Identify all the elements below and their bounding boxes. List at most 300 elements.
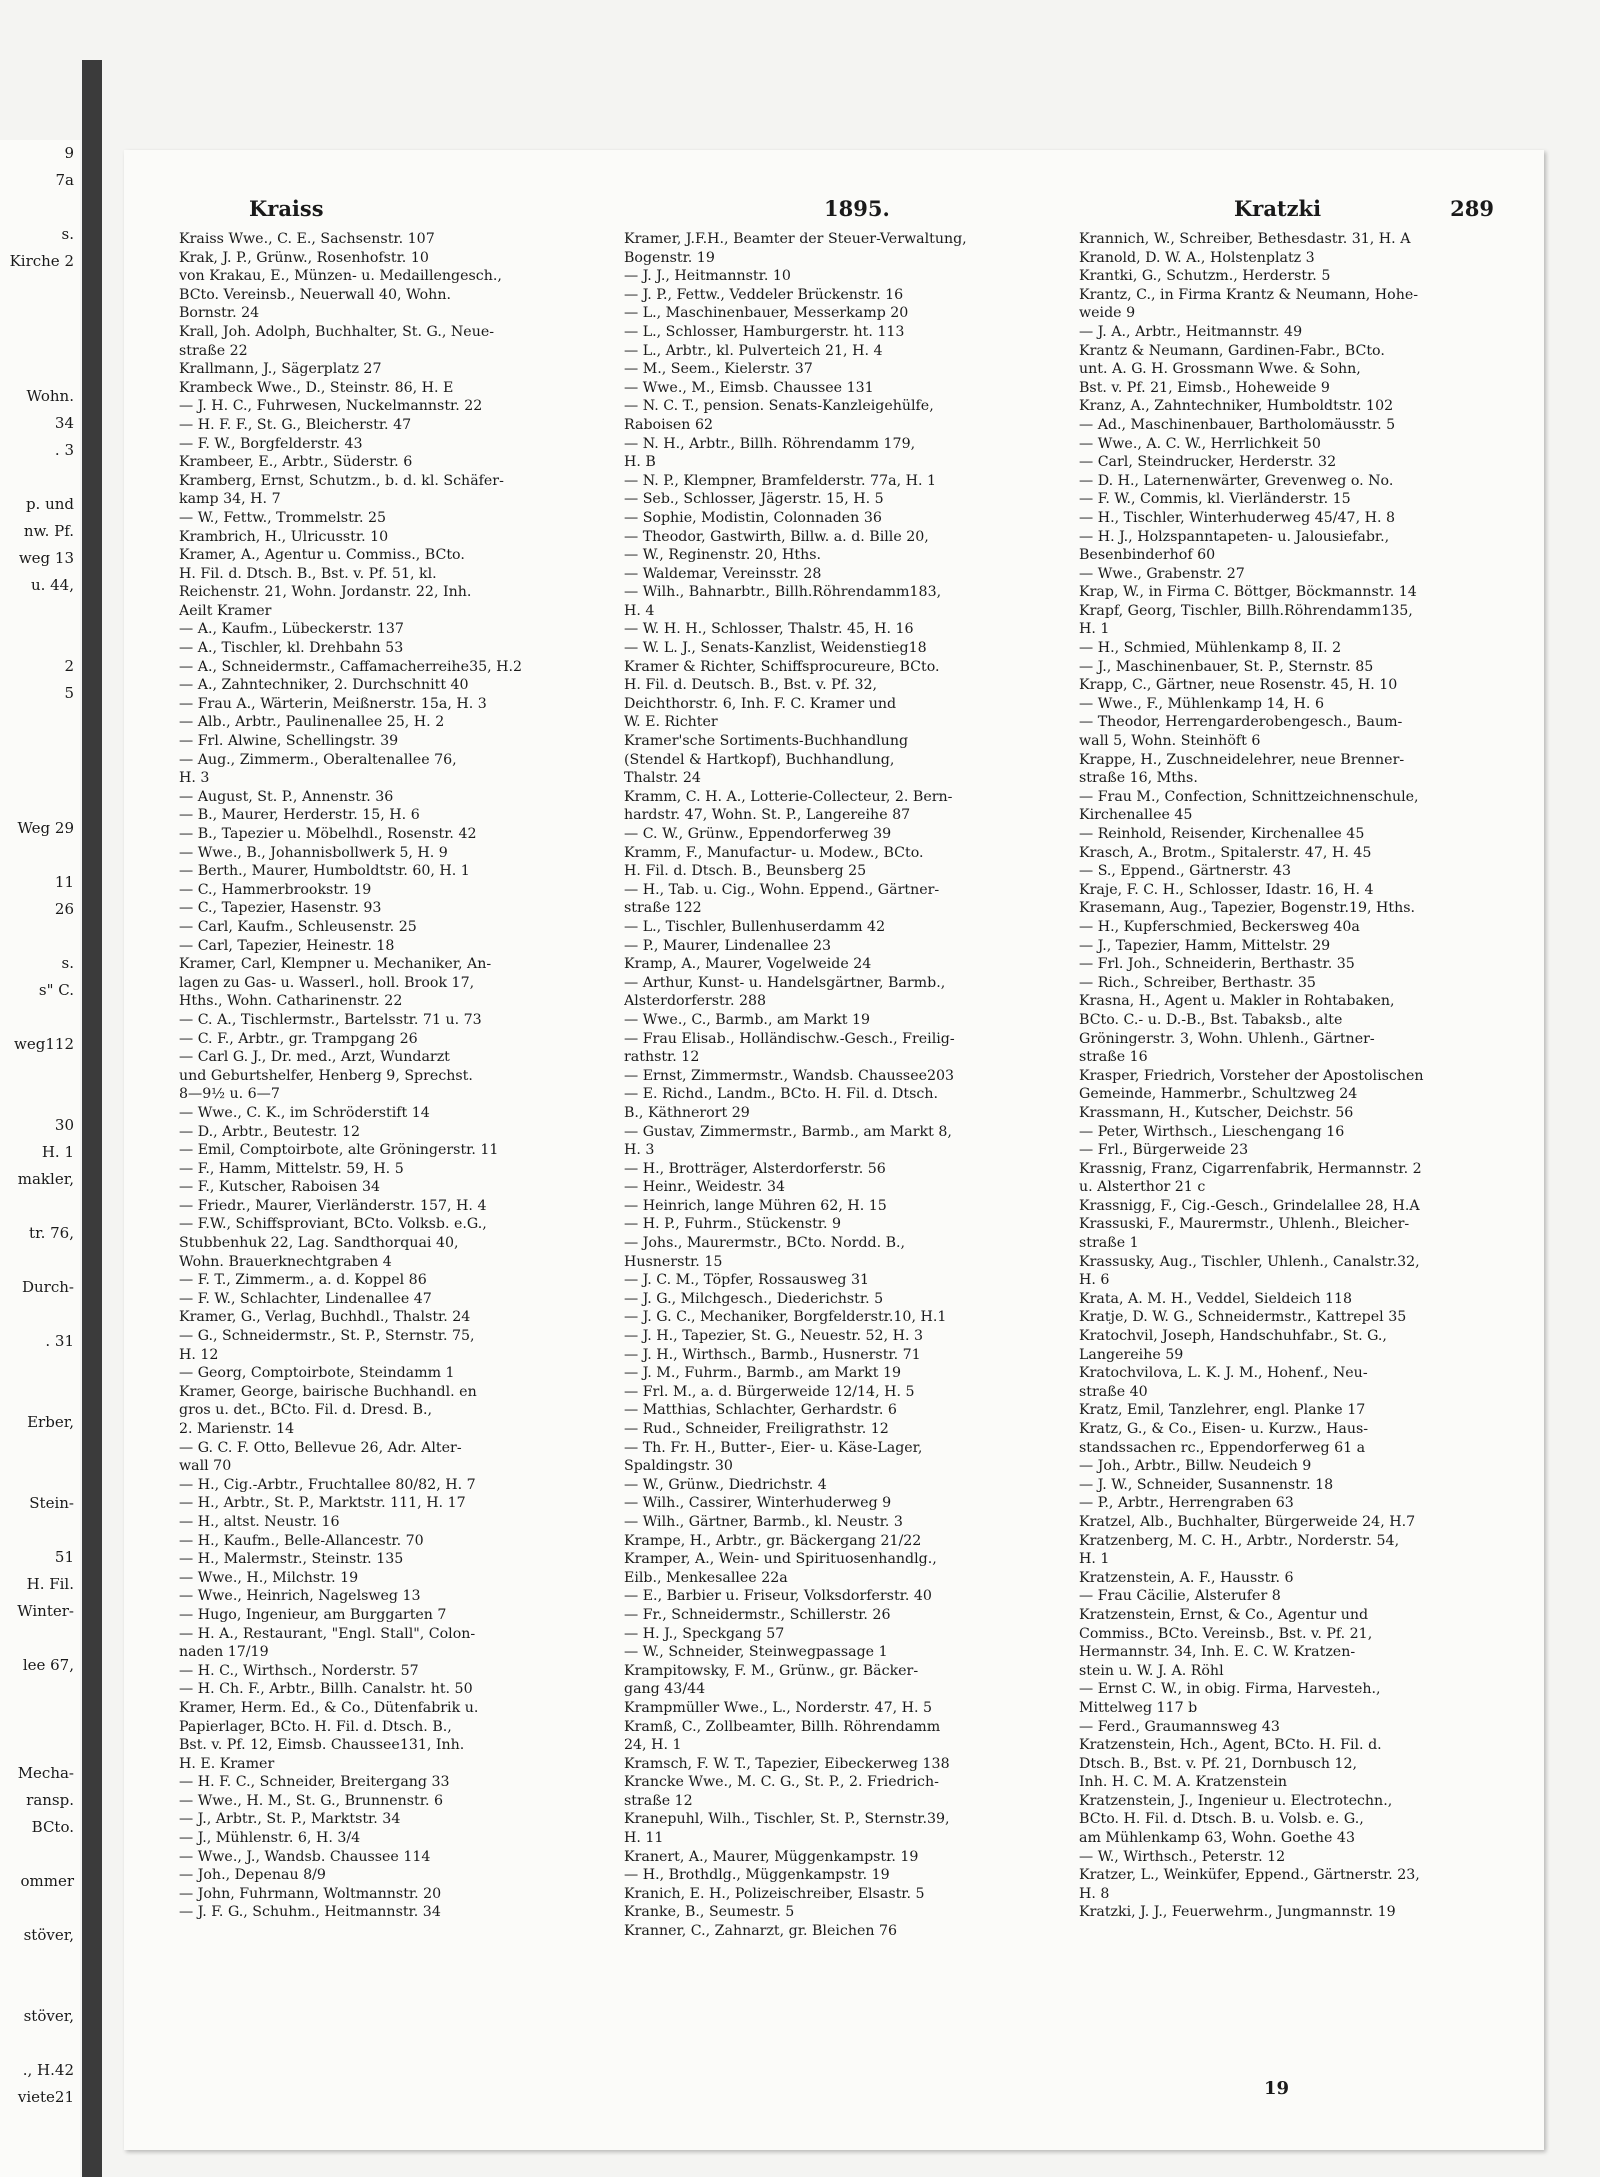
header-year: 1895. [824,196,890,221]
directory-entry-line: Krassnigg, F., Cig.-Gesch., Grindelallee 28, H.A [1079,1197,1420,1214]
directory-entry-line: Kratzel, Alb., Buchhalter, Bürgerweide 24, H.7 [1079,1513,1416,1530]
directory-entry-line: — J. W., Schneider, Susannenstr. 18 [1079,1476,1334,1493]
prev-page-fragment: lee 67, [22,1656,74,1674]
directory-entry-line: H. 12 [179,1346,219,1363]
directory-entry-line: Hermannstr. 34, Inh. E. C. W. Kratzen- [1079,1644,1356,1661]
directory-entry-line: H. Fil. d. Deutsch. B., Bst. v. Pf. 32, [624,677,878,694]
directory-entry-line: — H. Ch. F., Arbtr., Billh. Canalstr. ht. 50 [179,1681,473,1698]
prev-page-fragment [0,2030,80,2057]
directory-entry-line: wall 5, Wohn. Steinhöft 6 [1079,733,1261,750]
prev-page-fragment: Wohn. [26,387,74,405]
prev-page-fragment: stöver, [23,2007,74,2025]
directory-entry-line: (Stendel & Hartkopf), Buchhandlung, [624,751,895,768]
prev-page-fragment: s. [61,225,74,243]
directory-entry-line: — W. H. H., Schlosser, Thalstr. 45, H. 16 [624,621,914,638]
directory-entry-line: — Matthias, Schlachter, Gerhardstr. 6 [624,1402,897,1419]
directory-entry-line: — B., Maurer, Herderstr. 15, H. 6 [179,807,420,824]
directory-entry-line: — H., altst. Neustr. 16 [179,1513,340,1530]
directory-entry-line: Kraiss Wwe., C. E., Sachsenstr. 107 [179,231,435,247]
prev-page-fragment [0,1058,80,1085]
directory-entry-line: gros u. det., BCto. Fil. d. Dresd. B., [179,1402,433,1419]
directory-entry-line: — L., Tischler, Bullenhuserdamm 42 [624,918,886,935]
directory-entry-line: BCto. Vereinsb., Neuerwall 40, Wohn. [179,286,451,303]
directory-entry-line: — F. W., Borgfelderstr. 43 [179,435,363,452]
directory-entry-line: — E. Richd., Landm., BCto. H. Fil. d. Dtsch. [624,1086,939,1103]
directory-entry-line: Krambrich, H., Ulricusstr. 10 [179,528,389,545]
directory-entry-line: — Frau M., Confection, Schnittzeichnenschule, [1079,788,1419,805]
directory-entry-line: H. 3 [624,1142,655,1159]
directory-entry-line: Kramer, G., Verlag, Buchhdl., Thalstr. 24 [179,1309,471,1326]
directory-entry-line: naden 17/19 [179,1644,269,1661]
directory-entry-line: standssachen rc., Eppendorferweg 61 a [1079,1439,1366,1456]
prev-page-fragment: Durch- [22,1278,74,1296]
directory-entry-line: straße 16, Mths. [1079,770,1198,787]
prev-page-fragment: ., H.42 [22,2061,74,2079]
directory-entry-line: Husnerstr. 15 [624,1253,723,1270]
directory-entry-line: Krassmann, H., Kutscher, Deichstr. 56 [1079,1104,1354,1121]
directory-entry-line: 8—9½ u. 6—7 [179,1086,280,1103]
directory-entry-line: Alsterdorferstr. 288 [624,993,767,1010]
directory-entry-line: — W. L. J., Senats-Kanzlist, Weidenstieg18 [624,640,927,657]
directory-entry-line: Kratzenberg, M. C. H., Arbtr., Norderstr. 54, [1079,1532,1400,1549]
directory-entry-line: — Th. Fr. H., Butter-, Eier- u. Käse-Lager, [624,1439,923,1456]
directory-entry-line: — Sophie, Modistin, Colonnaden 36 [624,509,882,526]
prev-page-fragment: 5 [64,684,74,702]
column-1 [179,230,599,1922]
directory-entry-line: — M., Seem., Kielerstr. 37 [624,361,813,378]
directory-entry-line: — Wwe., H., Milchstr. 19 [179,1569,359,1586]
directory-entry-line: — Ad., Maschinenbauer, Bartholomäusstr. 5 [1079,416,1396,433]
directory-entry-line: Gemeinde, Hammerbr., Schultzweg 24 [1079,1086,1358,1103]
directory-entry-line: Krambeck Wwe., D., Steinstr. 86, H. E [179,379,454,396]
directory-entry-line: Kranepuhl, Wilh., Tischler, St. P., Sternstr.39, [624,1811,950,1828]
directory-entry-line: 2. Marienstr. 14 [179,1421,295,1437]
prev-page-fragment: viete21 [17,2088,74,2106]
directory-entry-line: — Frl. Joh., Schneiderin, Berthastr. 35 [1079,956,1355,973]
directory-entry-line: — A., Schneidermstr., Caffamacherreihe35, H.2 [179,658,523,675]
prev-page-fragment [0,1193,80,1220]
prev-page-fragment: 9 [64,144,74,162]
directory-entry-line: Kranold, D. W. A., Holstenplatz 3 [1079,249,1315,266]
directory-entry-line: Krassuski, F., Maurermstr., Uhlenh., Bleicher- [1079,1216,1410,1233]
directory-entry-line: — Carl, Steindrucker, Herderstr. 32 [1079,454,1337,471]
directory-entry-line: — F. W., Schlachter, Lindenallee 47 [179,1290,432,1307]
prev-page-fragment: makler, [17,1170,74,1188]
prev-page-fragment: ransp. [26,1791,74,1809]
directory-entry-line: — W., Fettw., Trommelstr. 25 [179,509,387,526]
directory-entry-line: — Frau Elisab., Holländischw.-Gesch., Freilig- [624,1030,955,1047]
directory-page [124,150,1544,2150]
directory-entry-line: — C. W., Grünw., Eppendorferweg 39 [624,826,892,842]
directory-entry-line: rathstr. 12 [624,1049,700,1066]
directory-entry-line: gang 43/44 [624,1681,706,1698]
directory-entry-line: Krasna, H., Agent u. Makler in Rohtabaken, [1079,993,1395,1010]
directory-entry-line: — A., Tischler, kl. Drehbahn 53 [179,640,404,657]
directory-entry-line: — Theodor, Gastwirth, Billw. a. d. Bille 20, [624,528,929,545]
directory-entry-line: — F. W., Commis, kl. Vierländerstr. 15 [1079,491,1351,508]
directory-entry-line: Krasemann, Aug., Tapezier, Bogenstr.19, Hths. [1079,900,1416,917]
directory-entry-line: Krassusky, Aug., Tischler, Uhlenh., Canalstr.32, [1079,1253,1420,1270]
directory-entry-line: — John, Fuhrmann, Woltmannstr. 20 [179,1885,442,1902]
directory-entry-line: Kirchenallee 45 [1079,807,1193,824]
directory-entry-line: Kraje, F. C. H., Schlosser, Idastr. 16, H. 4 [1079,881,1374,898]
directory-entry-line: H. 4 [624,602,655,619]
directory-entry-line: Spaldingstr. 30 [624,1458,733,1475]
directory-entry-line: — H., Tischler, Winterhuderweg 45/47, H. 8 [1079,509,1396,526]
directory-entry-line: Kramsch, F. W. T., Tapezier, Eibeckerweg 138 [624,1755,950,1772]
prev-page-fragment: 34 [54,414,74,432]
directory-entry-line: Kranke, B., Seumestr. 5 [624,1904,795,1921]
prev-page-fragment [0,1733,80,1760]
directory-entry-line: Kranz, A., Zahntechniker, Humboldtstr. 102 [1079,398,1394,415]
directory-entry-line: — H. J., Holzspanntapeten- u. Jalousiefabr., [1079,528,1390,545]
directory-entry-line: — J. M., Fuhrm., Barmb., am Markt 19 [624,1365,902,1382]
directory-entry-line: Langereihe 59 [1079,1346,1184,1363]
prev-page-fragment: ommer [20,1872,74,1890]
prev-page-fragment [0,1895,80,1922]
prev-page-fragment: BCto. [31,1818,74,1836]
directory-entry-line: stein u. W. J. A. Röhl [1079,1662,1224,1679]
directory-entry-line: — Aug., Zimmerm., Oberaltenallee 76, [179,751,457,768]
directory-entry-line: — H., Kupferschmied, Beckersweg 40a [1079,918,1360,935]
prev-page-fragment [0,1517,80,1544]
directory-entry-line: von Krakau, E., Münzen- u. Medaillengesch., [179,268,502,285]
prev-page-fragment: 30 [54,1116,74,1134]
directory-entry-line: — Wilh., Bahnarbtr., Billh.Röhrendamm183, [624,584,942,601]
directory-entry-line: Bst. v. Pf. 21, Eimsb., Hoheweide 9 [1079,379,1330,396]
directory-entry-line: — Ernst C. W., in obig. Firma, Harvesteh., [1079,1681,1381,1698]
prev-page-fragment [0,707,80,734]
directory-entry-line: — S., Eppend., Gärtnerstr. 43 [1079,863,1291,880]
directory-entry-line: — H. P., Fuhrm., Stückenstr. 9 [624,1216,842,1233]
directory-entry-line: Inh. H. C. M. A. Kratzenstein [1079,1774,1288,1791]
directory-entry-line: Kratzenstein, J., Ingenieur u. Electrotechn., [1079,1792,1393,1809]
directory-entry-line: Besenbinderhof 60 [1079,547,1216,564]
directory-entry-line: Krata, A. M. H., Veddel, Sieldeich 118 [1079,1290,1353,1307]
prev-page-fragment: weg112 [14,1035,74,1053]
prev-page-fragment: s" C. [38,981,74,999]
header-right-keyword: Kratzki [1234,196,1322,221]
directory-entry-line: B., Käthnerort 29 [624,1104,750,1121]
prev-page-fragment: stöver, [23,1926,74,1944]
prev-page-fragment [0,1301,80,1328]
prev-page-fragment: 7a [55,171,74,189]
directory-entry-line: Krasper, Friedrich, Vorsteher der Apostolischen [1079,1067,1424,1084]
directory-entry-line: 24, H. 1 [624,1737,682,1754]
prev-page-fragment [0,1706,80,1733]
directory-entry-line: — H. J., Speckgang 57 [624,1625,785,1642]
prev-page-fragment: . 3 [54,441,74,459]
directory-entry-line: — Frl., Bürgerweide 23 [1079,1142,1249,1159]
directory-entry-line: — A., Zahntechniker, 2. Durchschnitt 40 [179,677,469,694]
prev-page-fragment [0,842,80,869]
directory-entry-line: — Wilh., Cassirer, Winterhuderweg 9 [624,1495,892,1512]
directory-entry-line: Kramer'sche Sortiments-Buchhandlung [624,733,909,750]
directory-entry-line: weide 9 [1079,305,1136,322]
directory-entry-line: — B., Tapezier u. Möbelhdl., Rosenstr. 42 [179,826,477,842]
directory-entry-line: Kramer, Herm. Ed., & Co., Dütenfabrik u. [179,1699,479,1716]
directory-entry-line: — Alb., Arbtr., Paulinenallee 25, H. 2 [179,714,445,731]
directory-entry-line: — H., Kaufm., Belle-Allancestr. 70 [179,1532,424,1549]
prev-page-fragment [0,329,80,356]
directory-entry-line: — G., Schneidermstr., St. P., Sternstr. 75, [179,1328,475,1345]
prev-page-fragment [0,194,80,221]
previous-page-edge [0,140,80,2177]
directory-entry-line: — Wwe., J., Wandsb. Chaussee 114 [179,1848,431,1865]
directory-entry-line: H. 1 [1079,621,1110,638]
directory-entry-line: — Carl, Tapezier, Heinestr. 18 [179,937,395,954]
directory-entry-line: straße 40 [1079,1383,1148,1400]
directory-entry-line: — Emil, Comptoirbote, alte Gröningerstr. 11 [179,1142,499,1159]
directory-entry-line: Kramer, George, bairische Buchhandl. en [179,1383,477,1400]
directory-entry-line: — Gustav, Zimmermstr., Barmb., am Markt 8, [624,1123,952,1140]
directory-entry-line: Gröningerstr. 3, Wohn. Uhlenh., Gärtner- [1079,1030,1375,1047]
directory-entry-line: — J. H., Wirthsch., Barmb., Husnerstr. 71 [624,1346,921,1363]
directory-entry-line: W. E. Richter [624,714,718,731]
column-3 [1079,230,1499,1922]
directory-entry-line: — Berth., Maurer, Humboldtstr. 60, H. 1 [179,863,470,880]
directory-entry-line: Kratzenstein, Hch., Agent, BCto. H. Fil. d. [1079,1737,1382,1754]
prev-page-fragment: Erber, [27,1413,74,1431]
directory-entry-line: — L., Schlosser, Hamburgerstr. ht. 113 [624,323,905,340]
directory-entry-line: — Carl, Kaufm., Schleusenstr. 25 [179,918,417,935]
directory-entry-line: — Ernst, Zimmermstr., Wandsb. Chaussee203 [624,1067,955,1084]
prev-page-fragment: Weg 29 [17,819,74,837]
prev-page-fragment: nw. Pf. [23,522,74,540]
directory-entry-line: — Heinr., Weidestr. 34 [624,1179,786,1196]
prev-page-fragment [0,734,80,761]
directory-entry-line: Kramß, C., Zollbeamter, Billh. Röhrendamm [624,1718,941,1735]
directory-entry-line: — Ferd., Graumannsweg 43 [1079,1718,1280,1735]
directory-entry-line: — L., Arbtr., kl. Pulverteich 21, H. 4 [624,342,883,359]
directory-entry-line: — D. H., Laternenwärter, Grevenweg o. No. [1079,472,1394,489]
directory-entry-line: BCto. C.- u. D.-B., Bst. Tabaksb., alte [1079,1011,1343,1028]
directory-entry-line: unt. A. G. H. Grossmann Wwe. & Sohn, [1079,361,1361,378]
directory-entry-line: — F. T., Zimmerm., a. d. Koppel 86 [179,1272,427,1289]
directory-entry-line: Mittelweg 117 b [1079,1699,1198,1716]
page-number: 289 [1450,196,1494,221]
directory-entry-line: Kramm, F., Manufactur- u. Modew., BCto. [624,844,924,861]
directory-entry-line: — W., Reginenstr. 20, Hths. [624,547,821,564]
directory-entry-line: — Frl. M., a. d. Bürgerweide 12/14, H. 5 [624,1383,915,1400]
directory-entry-line: Reichenstr. 21, Wohn. Jordanstr. 22, Inh. [179,584,472,601]
directory-entry-line: — N. H., Arbtr., Billh. Röhrendamm 179, [624,435,916,452]
directory-entry-line: — Fr., Schneidermstr., Schillerstr. 26 [624,1606,891,1623]
prev-page-fragment [0,1625,80,1652]
directory-entry-line: Krantki, G., Schutzm., Herderstr. 5 [1079,268,1331,285]
directory-entry-line: — J. G., Milchgesch., Diederichstr. 5 [624,1290,884,1307]
directory-entry-line: Bogenstr. 19 [624,249,715,266]
directory-entry-line: — Wwe., C. K., im Schröderstift 14 [179,1104,430,1121]
directory-entry-line: — A., Kaufm., Lübeckerstr. 137 [179,621,404,638]
directory-entry-line: straße 1 [1079,1235,1139,1252]
directory-entry-line: — G. C. F. Otto, Bellevue 26, Adr. Alter- [179,1439,462,1456]
directory-entry-line: Krap, W., in Firma C. Böttger, Böckmannstr. 14 [1079,584,1417,601]
prev-page-fragment [0,599,80,626]
directory-entry-line: wall 70 [179,1458,232,1475]
directory-entry-line: Dtsch. B., Bst. v. Pf. 21, Dornbusch 12, [1079,1755,1358,1772]
prev-page-fragment: tr. 76, [29,1224,74,1242]
directory-entry-line: — Wwe., F., Mühlenkamp 14, H. 6 [1079,695,1324,712]
directory-entry-line: — F., Kutscher, Raboisen 34 [179,1179,380,1196]
directory-entry-line: — Wwe., C., Barmb., am Markt 19 [624,1011,871,1028]
directory-entry-line: — J. H. C., Fuhrwesen, Nuckelmannstr. 22 [179,398,483,415]
directory-entry-line: H. Fil. d. Dtsch. B., Beunsberg 25 [624,863,867,880]
prev-page-fragment [0,1841,80,1868]
directory-entry-line: — J. G. C., Mechaniker, Borgfelderstr.10, H.1 [624,1309,947,1326]
directory-entry-line: — W., Schneider, Steinwegpassage 1 [624,1644,888,1661]
directory-entry-line: — Waldemar, Vereinsstr. 28 [624,565,822,582]
directory-entry-line: — Seb., Schlosser, Jägerstr. 15, H. 5 [624,491,884,508]
directory-entry-line: — Carl G. J., Dr. med., Arzt, Wundarzt [179,1049,450,1066]
directory-entry-line: — Joh., Arbtr., Billw. Neudeich 9 [1079,1458,1312,1475]
directory-entry-line: Wohn. Brauerknechtgraben 4 [179,1253,392,1270]
directory-entry-line: — Frau A., Wärterin, Meißnerstr. 15a, H. 3 [179,695,487,712]
directory-entry-line: Kramer, A., Agentur u. Commiss., BCto. [179,547,465,564]
directory-entry-line: — H. F. C., Schneider, Breitergang 33 [179,1774,450,1791]
directory-entry-line: — Peter, Wirthsch., Lieschengang 16 [1079,1123,1345,1140]
directory-entry-line: — J. C. M., Töpfer, Rossausweg 31 [624,1272,870,1289]
directory-entry-line: Krasch, A., Brotm., Spitalerstr. 47, H. 45 [1079,844,1372,861]
directory-entry-line: Kramberg, Ernst, Schutzm., b. d. kl. Schäfer- [179,472,504,489]
prev-page-fragment [0,275,80,302]
directory-entry-line: H. 8 [1079,1885,1110,1902]
directory-entry-line: — J. F. G., Schuhm., Heitmannstr. 34 [179,1904,441,1921]
directory-entry-line: — W., Wirthsch., Peterstr. 12 [1079,1848,1286,1865]
directory-entry-line: u. Alsterthor 21 c [1079,1179,1206,1196]
directory-entry-line: Kratochvil, Joseph, Handschuhfabr., St. G., [1079,1328,1387,1345]
prev-page-fragment [0,1004,80,1031]
directory-entry-line: — Frau Cäcilie, Alsterufer 8 [1079,1588,1281,1605]
directory-entry-line: Deichthorstr. 6, Inh. F. C. Kramer und [624,695,897,712]
prev-page-fragment [0,788,80,815]
directory-entry-line: — C. F., Arbtr., gr. Trampgang 26 [179,1030,418,1047]
directory-entry-line: — D., Arbtr., Beutestr. 12 [179,1123,360,1140]
directory-entry-line: H. 3 [179,770,210,787]
prev-page-fragment [0,1463,80,1490]
directory-entry-line: Kramer & Richter, Schiffsprocureure, BCto. [624,658,940,675]
directory-entry-line: — F., Hamm, Mittelstr. 59, H. 5 [179,1160,404,1177]
directory-entry-line: — C., Tapezier, Hasenstr. 93 [179,900,382,917]
directory-entry-line: Kratochvilova, L. K. J. M., Hohenf., Neu- [1079,1365,1368,1382]
directory-entry-line: Kramer, J.F.H., Beamter der Steuer-Verwaltung, [624,231,967,247]
directory-entry-line: — P., Arbtr., Herrengraben 63 [1079,1495,1294,1512]
directory-entry-line: — Arthur, Kunst- u. Handelsgärtner, Barmb., [624,974,946,991]
prev-page-fragment: 51 [54,1548,74,1566]
directory-entry-line: Bornstr. 24 [179,305,260,322]
directory-entry-line: H. Fil. d. Dtsch. B., Bst. v. Pf. 51, kl. [179,565,437,582]
directory-entry-line: Kramm, C. H. A., Lotterie-Collecteur, 2. Bern- [624,788,953,805]
directory-entry-line: — W., Grünw., Diedrichstr. 4 [624,1476,827,1493]
prev-page-fragment [0,626,80,653]
book-spine [82,60,102,2177]
directory-entry-line: — J., Maschinenbauer, St. P., Sternstr. 85 [1079,658,1374,675]
directory-entry-line: Kramer, Carl, Klempner u. Mechaniker, An- [179,956,492,973]
directory-entry-line: kamp 34, H. 7 [179,491,281,508]
directory-entry-line: — Johs., Maurermstr., BCto. Nordd. B., [624,1235,906,1252]
directory-entry-line: Bst. v. Pf. 12, Eimsb. Chaussee131, Inh. [179,1737,465,1754]
directory-entry-line: Krantz, C., in Firma Krantz & Neumann, Hohe- [1079,286,1419,303]
directory-entry-line: am Mühlenkamp 63, Wohn. Goethe 43 [1079,1830,1355,1847]
prev-page-fragment: u. 44, [30,576,74,594]
directory-entry-line: — J. A., Arbtr., Heitmannstr. 49 [1079,323,1303,340]
directory-entry-line: Krampmüller Wwe., L., Norderstr. 47, H. 5 [624,1699,933,1716]
directory-entry-line: Krapp, C., Gärtner, neue Rosenstr. 45, H. 10 [1079,677,1398,694]
directory-entry-line: — J. J., Heitmannstr. 10 [624,268,791,285]
directory-entry-line: Kratje, D. W. G., Schneidermstr., Kattrepel 35 [1079,1309,1407,1326]
directory-entry-line: H. 6 [1079,1272,1110,1289]
directory-entry-line: H. E. Kramer [179,1755,275,1772]
prev-page-fragment [0,464,80,491]
directory-entry-line: Raboisen 62 [624,416,714,433]
directory-entry-line: Eilb., Menkesallee 22a [624,1569,788,1586]
directory-entry-line: — N. P., Klempner, Bramfelderstr. 77a, H. 1 [624,472,937,489]
directory-entry-line: Hths., Wohn. Catharinenstr. 22 [179,993,403,1010]
directory-entry-line: H. 11 [624,1830,664,1847]
directory-entry-line: — Georg, Comptoirbote, Steindamm 1 [179,1365,455,1382]
prev-page-fragment: 26 [54,900,74,918]
directory-entry-line: — Rich., Schreiber, Berthastr. 35 [1079,974,1316,991]
prev-page-fragment: Stein- [29,1494,74,1512]
directory-entry-line: straße 16 [1079,1049,1148,1066]
prev-page-fragment: p. und [25,495,74,513]
prev-page-fragment: H. 1 [41,1143,74,1161]
directory-entry-line: lagen zu Gas- u. Wasserl., holl. Brook 17, [179,974,475,991]
directory-entry-line: — Heinrich, lange Mühren 62, H. 15 [624,1197,887,1214]
prev-page-fragment: Kirche 2 [9,252,74,270]
directory-entry-line: — L., Maschinenbauer, Messerkamp 20 [624,305,909,322]
prev-page-fragment [0,302,80,329]
directory-entry-line: — C., Hammerbrookstr. 19 [179,881,372,898]
directory-entry-line: — August, St. P., Annenstr. 36 [179,788,394,805]
directory-entry-line: — Theodor, Herrengarderobengesch., Baum- [1079,714,1403,731]
directory-entry-line: hardstr. 47, Wohn. St. P., Langereihe 87 [624,807,911,824]
prev-page-fragment: Mecha- [17,1764,74,1782]
directory-entry-line: — J., Mühlenstr. 6, H. 3/4 [179,1830,361,1847]
prev-page-fragment: weg 13 [18,549,74,567]
directory-entry-line: H. 1 [1079,1551,1110,1568]
directory-entry-line: — Frl. Alwine, Schellingstr. 39 [179,733,399,750]
directory-entry-line: — H., Schmied, Mühlenkamp 8, II. 2 [1079,640,1342,657]
directory-entry-line: — H., Arbtr., St. P., Marktstr. 111, H. 17 [179,1495,466,1512]
prev-page-fragment [0,923,80,950]
directory-entry-line: Kranert, A., Maurer, Müggenkampstr. 19 [624,1848,919,1865]
directory-entry-line: Krambeer, E., Arbtr., Süderstr. 6 [179,454,413,471]
directory-entry-line: — N. C. T., pension. Senats-Kanzleigehülfe, [624,398,934,415]
directory-entry-line: Kranner, C., Zahnarzt, gr. Bleichen 76 [624,1923,898,1940]
directory-entry-line: straße 22 [179,342,248,359]
directory-entry-line: — J., Arbtr., St. P., Marktstr. 34 [179,1811,401,1828]
directory-entry-line: — H., Brothdlg., Müggenkampstr. 19 [624,1867,890,1884]
directory-entry-line: BCto. H. Fil. d. Dtsch. B. u. Volsb. e. G., [1079,1811,1364,1828]
directory-entry-line: — Friedr., Maurer, Vierländerstr. 157, H. 4 [179,1197,487,1214]
page-header [174,196,1504,226]
prev-page-fragment [0,1247,80,1274]
directory-entry-line: H. B [624,454,656,471]
directory-entry-line: — Wwe., A. C. W., Herrlichkeit 50 [1079,435,1321,452]
directory-entry-line: — H., Malermstr., Steinstr. 135 [179,1551,404,1568]
directory-entry-line: Krancke Wwe., M. C. G., St. P., 2. Friedrich- [624,1774,939,1791]
signature-mark: 19 [1264,2078,1290,2099]
directory-entry-line: Krappe, H., Zuschneidelehrer, neue Brenner- [1079,751,1405,768]
directory-entry-line: Kranich, E. H., Polizeischreiber, Elsastr. 5 [624,1885,925,1902]
prev-page-fragment: Winter- [17,1602,74,1620]
directory-entry-line: — Wilh., Gärtner, Barmb., kl. Neustr. 3 [624,1513,903,1530]
directory-entry-line: — Wwe., B., Johannisbollwerk 5, H. 9 [179,844,448,861]
directory-entry-line: und Geburtshelfer, Henberg 9, Sprechst. [179,1067,473,1084]
prev-page-fragment [0,1949,80,1976]
directory-entry-line: — H. C., Wirthsch., Norderstr. 57 [179,1662,419,1679]
